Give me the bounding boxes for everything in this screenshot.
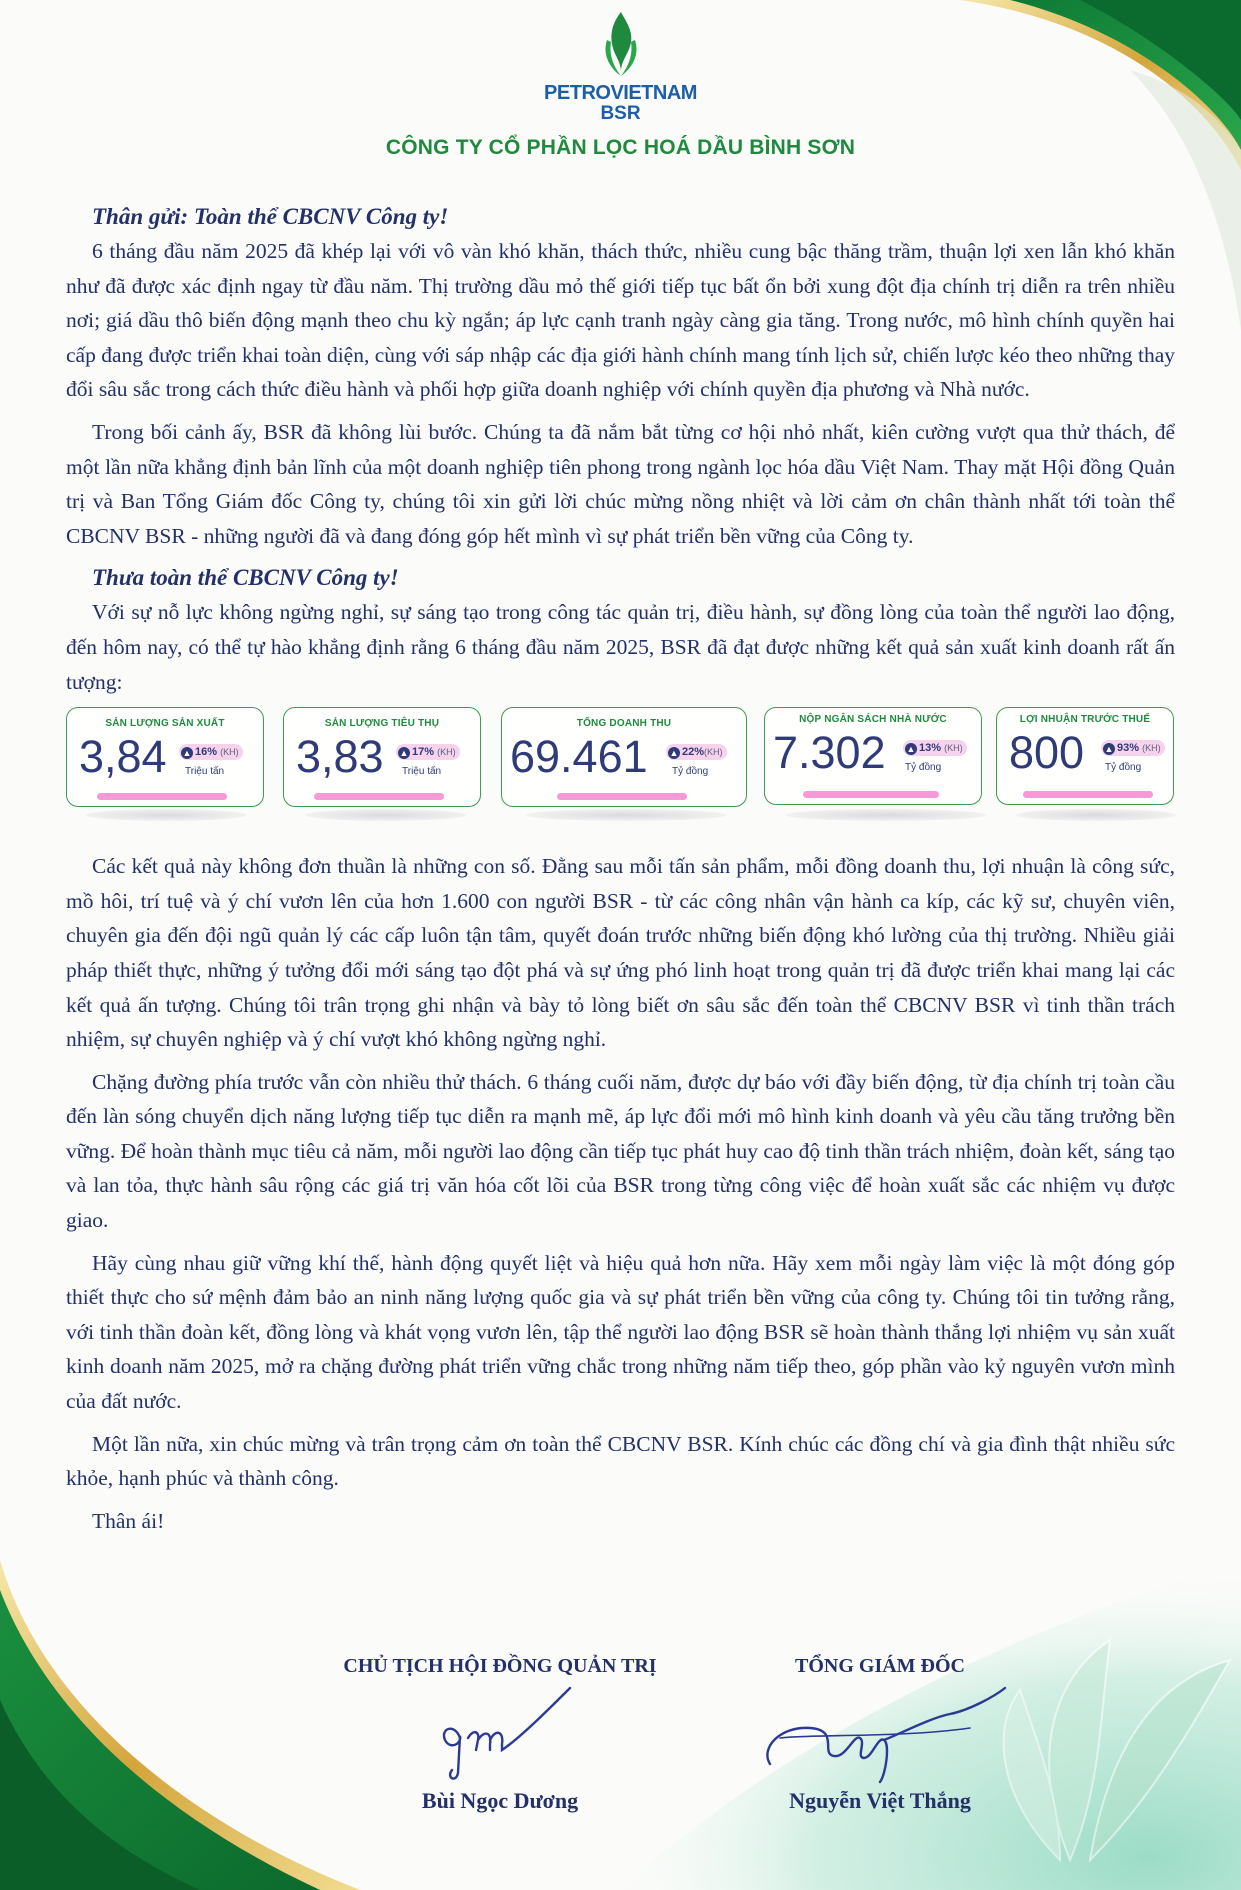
paragraph-4: Các kết quả này không đơn thuần là những con số. Đằng sau mỗi tấn sản phẩm, mỗi đồng doanh thu, lợi nhuận là công sức, mồ hôi, trí tuệ và ý chí vươn lên của hơn 1.600 con người BSR - từ các công nhân vận hành ca kíp, các kỹ sư, chuyên viên, chuyên gia đến đội ngũ quản lý các cấp luôn tận tâm, quyết đoán trước những biến động khó lường của thị trường. Nhiều giải pháp thiết thực, những ý tưởng đổi mới sáng tạo đột phá và sự ứng phó linh hoạt trong quản trị đã được triển khai mang lại các kết quả ấn tượng. Chúng tôi trân trọng ghi nhận và bày tỏ lòng biết ơn sâu sắc đến toàn thể CBCNV BSR vì tinh thần trách nhiệm, sự chuyên nghiệp và ý chí vượt khó không ngừng nghỉ. <box>66 854 1175 1052</box>
stat-bar <box>1023 791 1153 798</box>
stat-percent: ▲ 17% (KH) <box>396 744 460 760</box>
stat-value: 7.302 <box>773 727 886 779</box>
paragraph-6: Hãy cùng nhau giữ vững khí thế, hành động quyết liệt và hiệu quả hơn nữa. Hãy xem mỗi ngày làm việc là một đóng góp thiết thực cho sứ mệnh đảm bảo an ninh năng lượng quốc gia và sự phát triển bền vững của công ty. Chúng tôi tin tưởng rằng, với tinh thần đoàn kết, đồng lòng và khát vọng vươn lên, tập thể người lao động BSR sẽ hoàn thành thắng lợi nhiệm vụ sản xuất kinh doanh năm 2025, mở ra chặng đường phát triển vững chắc trong những năm tiếp theo, góp phần vào kỷ nguyên vươn mình của đất nước. <box>66 1250 1175 1414</box>
stat-card-production <box>66 707 264 807</box>
paragraph-1: 6 tháng đầu năm 2025 đã khép lại với vô vàn khó khăn, thách thức, nhiều cung bậc thăng trầm, thuận lợi xen lẫn khó khăn như đã được xác định ngay từ đầu năm. Thị trường dầu mỏ thế giới tiếp tục bất ổn bởi xung đột địa chính trị diễn ra trên nhiều nơi; giá dầu thô biến động mạnh theo chu kỳ ngắn; áp lực cạnh tranh ngày càng gia tăng. Trong nước, mô hình chính quyền hai cấp đang được triển khai toàn diện, cùng với sáp nhập các địa giới hành chính mang tính lịch sử, chiến lược kéo theo những thay đổi sâu sắc trong cách thức điều hành và phối hợp giữa doanh nghiệp với chính quyền địa phương và Nhà nước. <box>66 239 1175 402</box>
stat-bar <box>97 793 227 800</box>
stat-bar <box>314 793 444 800</box>
stat-percent: ▲ 13% (KH) <box>903 740 967 756</box>
greeting: Thân gửi: Toàn thể CBCNV Công ty! <box>92 204 449 229</box>
stat-label: SẢN LƯỢNG SẢN XUẤT <box>105 718 225 730</box>
paragraph-2: Trong bối cảnh ấy, BSR đã không lùi bước. Chúng ta đã nắm bắt từng cơ hội nhỏ nhất, kiên cường vượt qua thử thách, để một lần nữa khẳng định bản lĩnh của một doanh nghiệp tiên phong trong ngành lọc hóa dầu Việt Nam. Thay mặt Hội đồng Quản trị và Ban Tổng Giám đốc Công ty, chúng tôi xin gửi lời chúc mừng nồng nhiệt và lời cảm ơn chân thành nhất tới toàn thể CBCNV BSR - những người đã và đang đóng góp hết mình vì sự phát triển bền vững của Công ty. <box>66 419 1175 548</box>
arrow-up-icon: ▲ <box>182 748 192 759</box>
stat-unit: Tỷ đồng <box>1105 762 1142 774</box>
chairman-signature <box>400 1678 600 1788</box>
stat-unit: Triệu tấn <box>185 766 225 778</box>
arrow-up-icon: ▲ <box>399 748 409 759</box>
signature-name: Nguyễn Việt Thắng <box>789 1788 971 1813</box>
arrow-up-icon: ▲ <box>906 744 916 755</box>
stat-label: SẢN LƯỢNG TIÊU THỤ <box>324 718 440 730</box>
signature-chairman <box>330 1655 670 1814</box>
stat-card-revenue <box>501 707 747 807</box>
closing: Thân ái! <box>92 1508 165 1533</box>
brand-name: PETROVIETNAM <box>544 82 697 104</box>
stat-value: 69.461 <box>510 731 648 783</box>
director-signature <box>750 1678 1010 1788</box>
stat-label: NỘP NGÂN SÁCH NHÀ NƯỚC <box>799 714 947 726</box>
stat-percent: ▲ 22%(KH) <box>666 744 727 760</box>
signature-name: Bùi Ngọc Dương <box>421 1788 579 1813</box>
paragraph-3: Với sự nỗ lực không ngừng nghỉ, sự sáng tạo trong công tác quản trị, điều hành, sự đồng lòng của toàn thể người lao động, đến hôm nay, có thể tự hào khẳng định rằng 6 tháng đầu năm 2025, BSR đã đạt được những kết quả sản xuất kinh doanh rất ấn tượng: <box>66 600 1175 694</box>
signature-title: CHỦ TỊCH HỘI ĐỒNG QUẢN TRỊ <box>343 1655 657 1677</box>
paragraph-5: Chặng đường phía trước vẫn còn nhiều thử thách. 6 tháng cuối năm, được dự báo với đầy biến động, từ địa chính trị toàn cầu đến làn sóng chuyển dịch năng lượng tiếp tục diễn ra mạnh mẽ, áp lực đổi mới mô hình kinh doanh và yêu cầu tăng trưởng bền vững. Để hoàn thành mục tiêu cả năm, mỗi người lao động cần tiếp tục phát huy cao độ tinh thần trách nhiệm, đoàn kết, sáng tạo và lan tỏa, thực hành sâu rộng các giá trị văn hóa cốt lõi của BSR trong từng công việc để hoàn xuất sắc các nhiệm vụ được giao. <box>66 1069 1175 1233</box>
stat-value: 800 <box>1009 727 1085 779</box>
stat-unit: Triệu tấn <box>402 766 442 778</box>
stat-unit: Tỷ đồng <box>905 762 942 774</box>
signature-title: TỔNG GIÁM ĐỐC <box>795 1655 965 1677</box>
arrow-up-icon: ▲ <box>669 748 679 759</box>
stat-card-sales <box>283 707 481 807</box>
stat-percent: ▲ 16% (KH) <box>179 744 243 760</box>
stat-bar <box>803 791 939 798</box>
brand-subname: BSR <box>600 103 641 124</box>
stat-card-budget <box>764 707 982 805</box>
stat-label: LỢI NHUẬN TRƯỚC THUẾ <box>1019 714 1151 726</box>
stat-label: TỔNG DOANH THU <box>576 718 672 730</box>
stat-unit: Tỷ đồng <box>672 766 709 778</box>
stat-card-profit <box>996 707 1174 805</box>
company-name: CÔNG TY CỔ PHẦN LỌC HOÁ DẦU BÌNH SƠN <box>385 136 856 159</box>
arrow-up-icon: ▲ <box>1104 744 1114 755</box>
paragraph-7: Một lần nữa, xin chúc mừng và trân trọng cảm ơn toàn thể CBCNV BSR. Kính chúc các đồng chí và gia đình thật nhiều sức khỏe, hạnh phúc và thành công. <box>66 1431 1175 1491</box>
signature-general-director <box>730 1655 1030 1814</box>
stat-bar <box>557 793 687 800</box>
letterhead <box>0 10 1241 160</box>
petrovietnam-flame-logo <box>599 10 643 80</box>
stat-value: 3,84 <box>79 731 167 783</box>
letter-body <box>66 200 1175 1546</box>
greeting-2: Thưa toàn thể CBCNV Công ty! <box>92 565 399 591</box>
results-stats <box>66 707 1175 821</box>
stat-value: 3,83 <box>296 731 384 783</box>
stat-percent: ▲ 93% (KH) <box>1101 740 1165 756</box>
